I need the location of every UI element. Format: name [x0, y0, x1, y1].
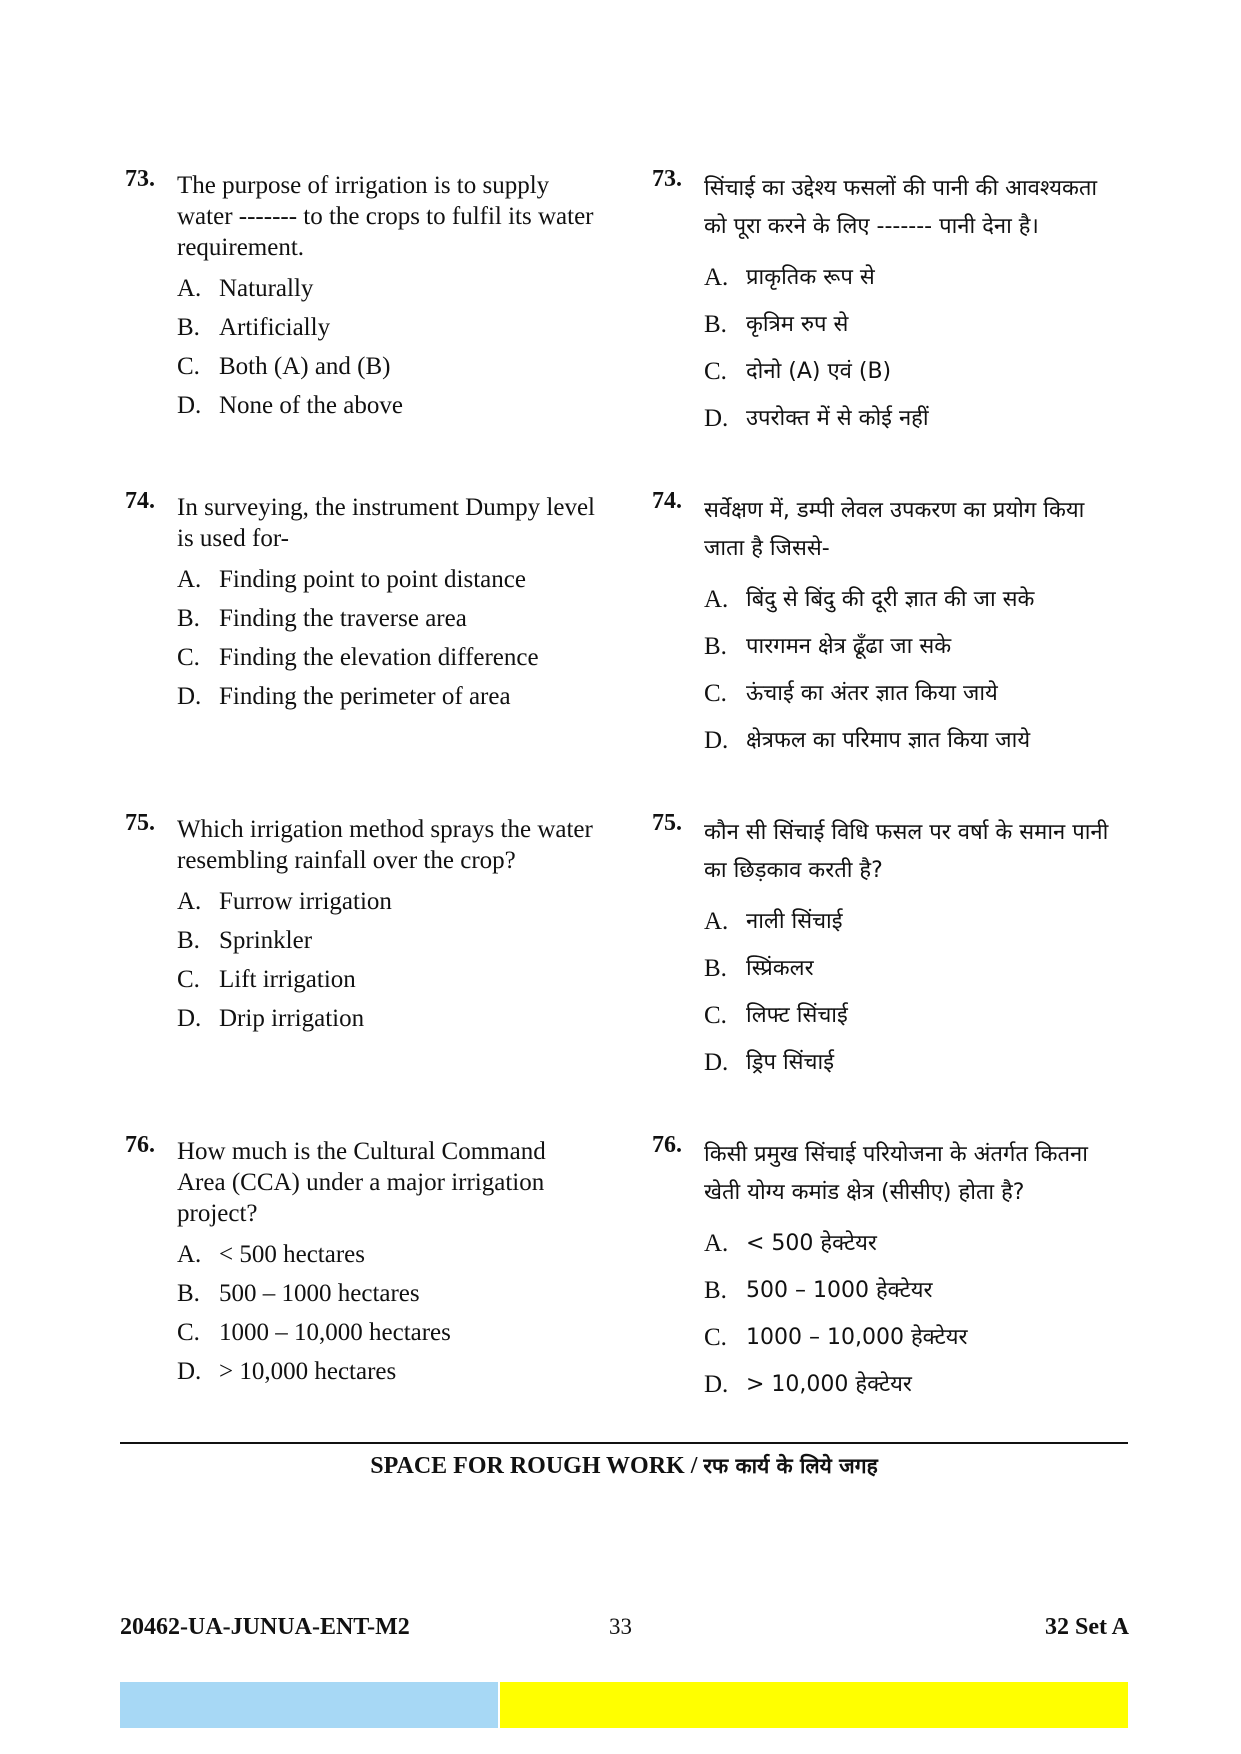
options-list	[704, 576, 1122, 764]
options-list	[177, 1235, 595, 1391]
paper-code: 20462-UA-JUNUA-ENT-M2	[120, 1614, 410, 1640]
question-number: 74.	[652, 488, 682, 514]
option-d: D. क्षेत्रफल का परिमाप ज्ञात किया जाये	[704, 727, 1031, 754]
option-b: B. Artificially	[177, 314, 331, 341]
options-list	[704, 898, 1122, 1086]
option-a: A. नाली सिंचाई	[704, 908, 843, 935]
question-number: 74.	[125, 488, 155, 514]
set-label: 32 Set A	[1045, 1614, 1129, 1640]
option-a: A. Naturally	[177, 275, 314, 302]
option-a: A. < 500 हेक्टेयर	[704, 1230, 877, 1257]
english-column	[125, 166, 595, 1458]
option-c: C. 1000 – 10,000 हेक्टेयर	[704, 1324, 968, 1351]
option-b: B. पारगमन क्षेत्र ढूँढा जा सके	[704, 633, 952, 660]
option-a: A. प्राकृतिक रूप से	[704, 264, 875, 291]
question-number: 76.	[652, 1132, 682, 1158]
question-text: सिंचाई का उद्देश्य फसलों की पानी की आवश्यकता को पूरा करने के लिए ------- पानी देना है।	[704, 176, 1098, 239]
option-d: D. > 10,000 hectares	[177, 1358, 397, 1385]
options-list	[704, 254, 1122, 442]
options-list	[177, 560, 595, 716]
option-d: D. ड्रिप सिंचाई	[704, 1049, 834, 1076]
options-list	[704, 1220, 1122, 1408]
option-c: C. लिफ्ट सिंचाई	[704, 1002, 848, 1029]
question-76-en	[125, 1132, 595, 1458]
question-74-hi	[652, 488, 1122, 814]
question-text: The purpose of irrigation is to supply water ------- to the crops to fulfil its water requirement.	[177, 172, 594, 261]
option-d: D. उपरोक्त में से कोई नहीं	[704, 405, 929, 432]
question-number: 76.	[125, 1132, 155, 1158]
options-list	[177, 882, 595, 1038]
option-a: A. Furrow irrigation	[177, 888, 392, 915]
option-b: B. स्प्रिंकलर	[704, 955, 814, 982]
option-b: B. 500 – 1000 hectares	[177, 1280, 420, 1307]
page-number: 33	[609, 1614, 632, 1639]
question-74-en	[125, 488, 595, 814]
question-76-hi	[652, 1132, 1122, 1458]
question-73-hi	[652, 166, 1122, 492]
question-number: 75.	[125, 810, 155, 836]
question-number: 73.	[125, 166, 155, 192]
rough-work-heading: SPACE FOR ROUGH WORK / रफ कार्य के लिये जगह	[370, 1453, 878, 1479]
option-c: C. ऊंचाई का अंतर ज्ञात किया जाये	[704, 680, 998, 707]
question-text: Which irrigation method sprays the water resembling rainfall over the crop?	[177, 816, 593, 874]
question-number: 75.	[652, 810, 682, 836]
question-text: सर्वेक्षण में, डम्पी लेवल उपकरण का प्रयोग किया जाता है जिससे-	[704, 498, 1085, 561]
option-d: D. None of the above	[177, 392, 403, 419]
question-text: कौन सी सिंचाई विधि फसल पर वर्षा के समान पानी का छिड़काव करती है?	[704, 820, 1109, 883]
option-b: B. Finding the traverse area	[177, 605, 467, 632]
question-75-hi	[652, 810, 1122, 1136]
hindi-column	[652, 166, 1122, 1458]
option-b: B. Sprinkler	[177, 927, 313, 954]
option-c: C. 1000 – 10,000 hectares	[177, 1319, 451, 1346]
question-text: How much is the Cultural Command Area (CCA) under a major irrigation project?	[177, 1138, 546, 1227]
option-c: C. Lift irrigation	[177, 966, 356, 993]
color-bar-blue	[120, 1682, 498, 1728]
horizontal-divider	[120, 1442, 1128, 1444]
question-number: 73.	[652, 166, 682, 192]
question-73-en	[125, 166, 595, 492]
options-list	[177, 269, 595, 425]
question-75-en	[125, 810, 595, 1136]
question-text: In surveying, the instrument Dumpy level is used for-	[177, 494, 595, 552]
option-c: C. दोनो (A) एवं (B)	[704, 358, 892, 385]
color-bar-yellow	[500, 1682, 1128, 1728]
option-c: C. Finding the elevation difference	[177, 644, 539, 671]
option-c: C. Both (A) and (B)	[177, 353, 391, 380]
option-d: D. Drip irrigation	[177, 1005, 365, 1032]
option-a: A. < 500 hectares	[177, 1241, 365, 1268]
option-d: D. Finding the perimeter of area	[177, 683, 511, 710]
option-d: D. > 10,000 हेक्टेयर	[704, 1371, 912, 1398]
question-text: किसी प्रमुख सिंचाई परियोजना के अंतर्गत कितना खेती योग्य कमांड क्षेत्र (सीसीए) होता है?	[704, 1142, 1088, 1205]
option-a: A. बिंदु से बिंदु की दूरी ज्ञात की जा सके	[704, 586, 1035, 613]
option-b: B. 500 – 1000 हेक्टेयर	[704, 1277, 933, 1304]
option-b: B. कृत्रिम रुप से	[704, 311, 849, 338]
option-a: A. Finding point to point distance	[177, 566, 526, 593]
